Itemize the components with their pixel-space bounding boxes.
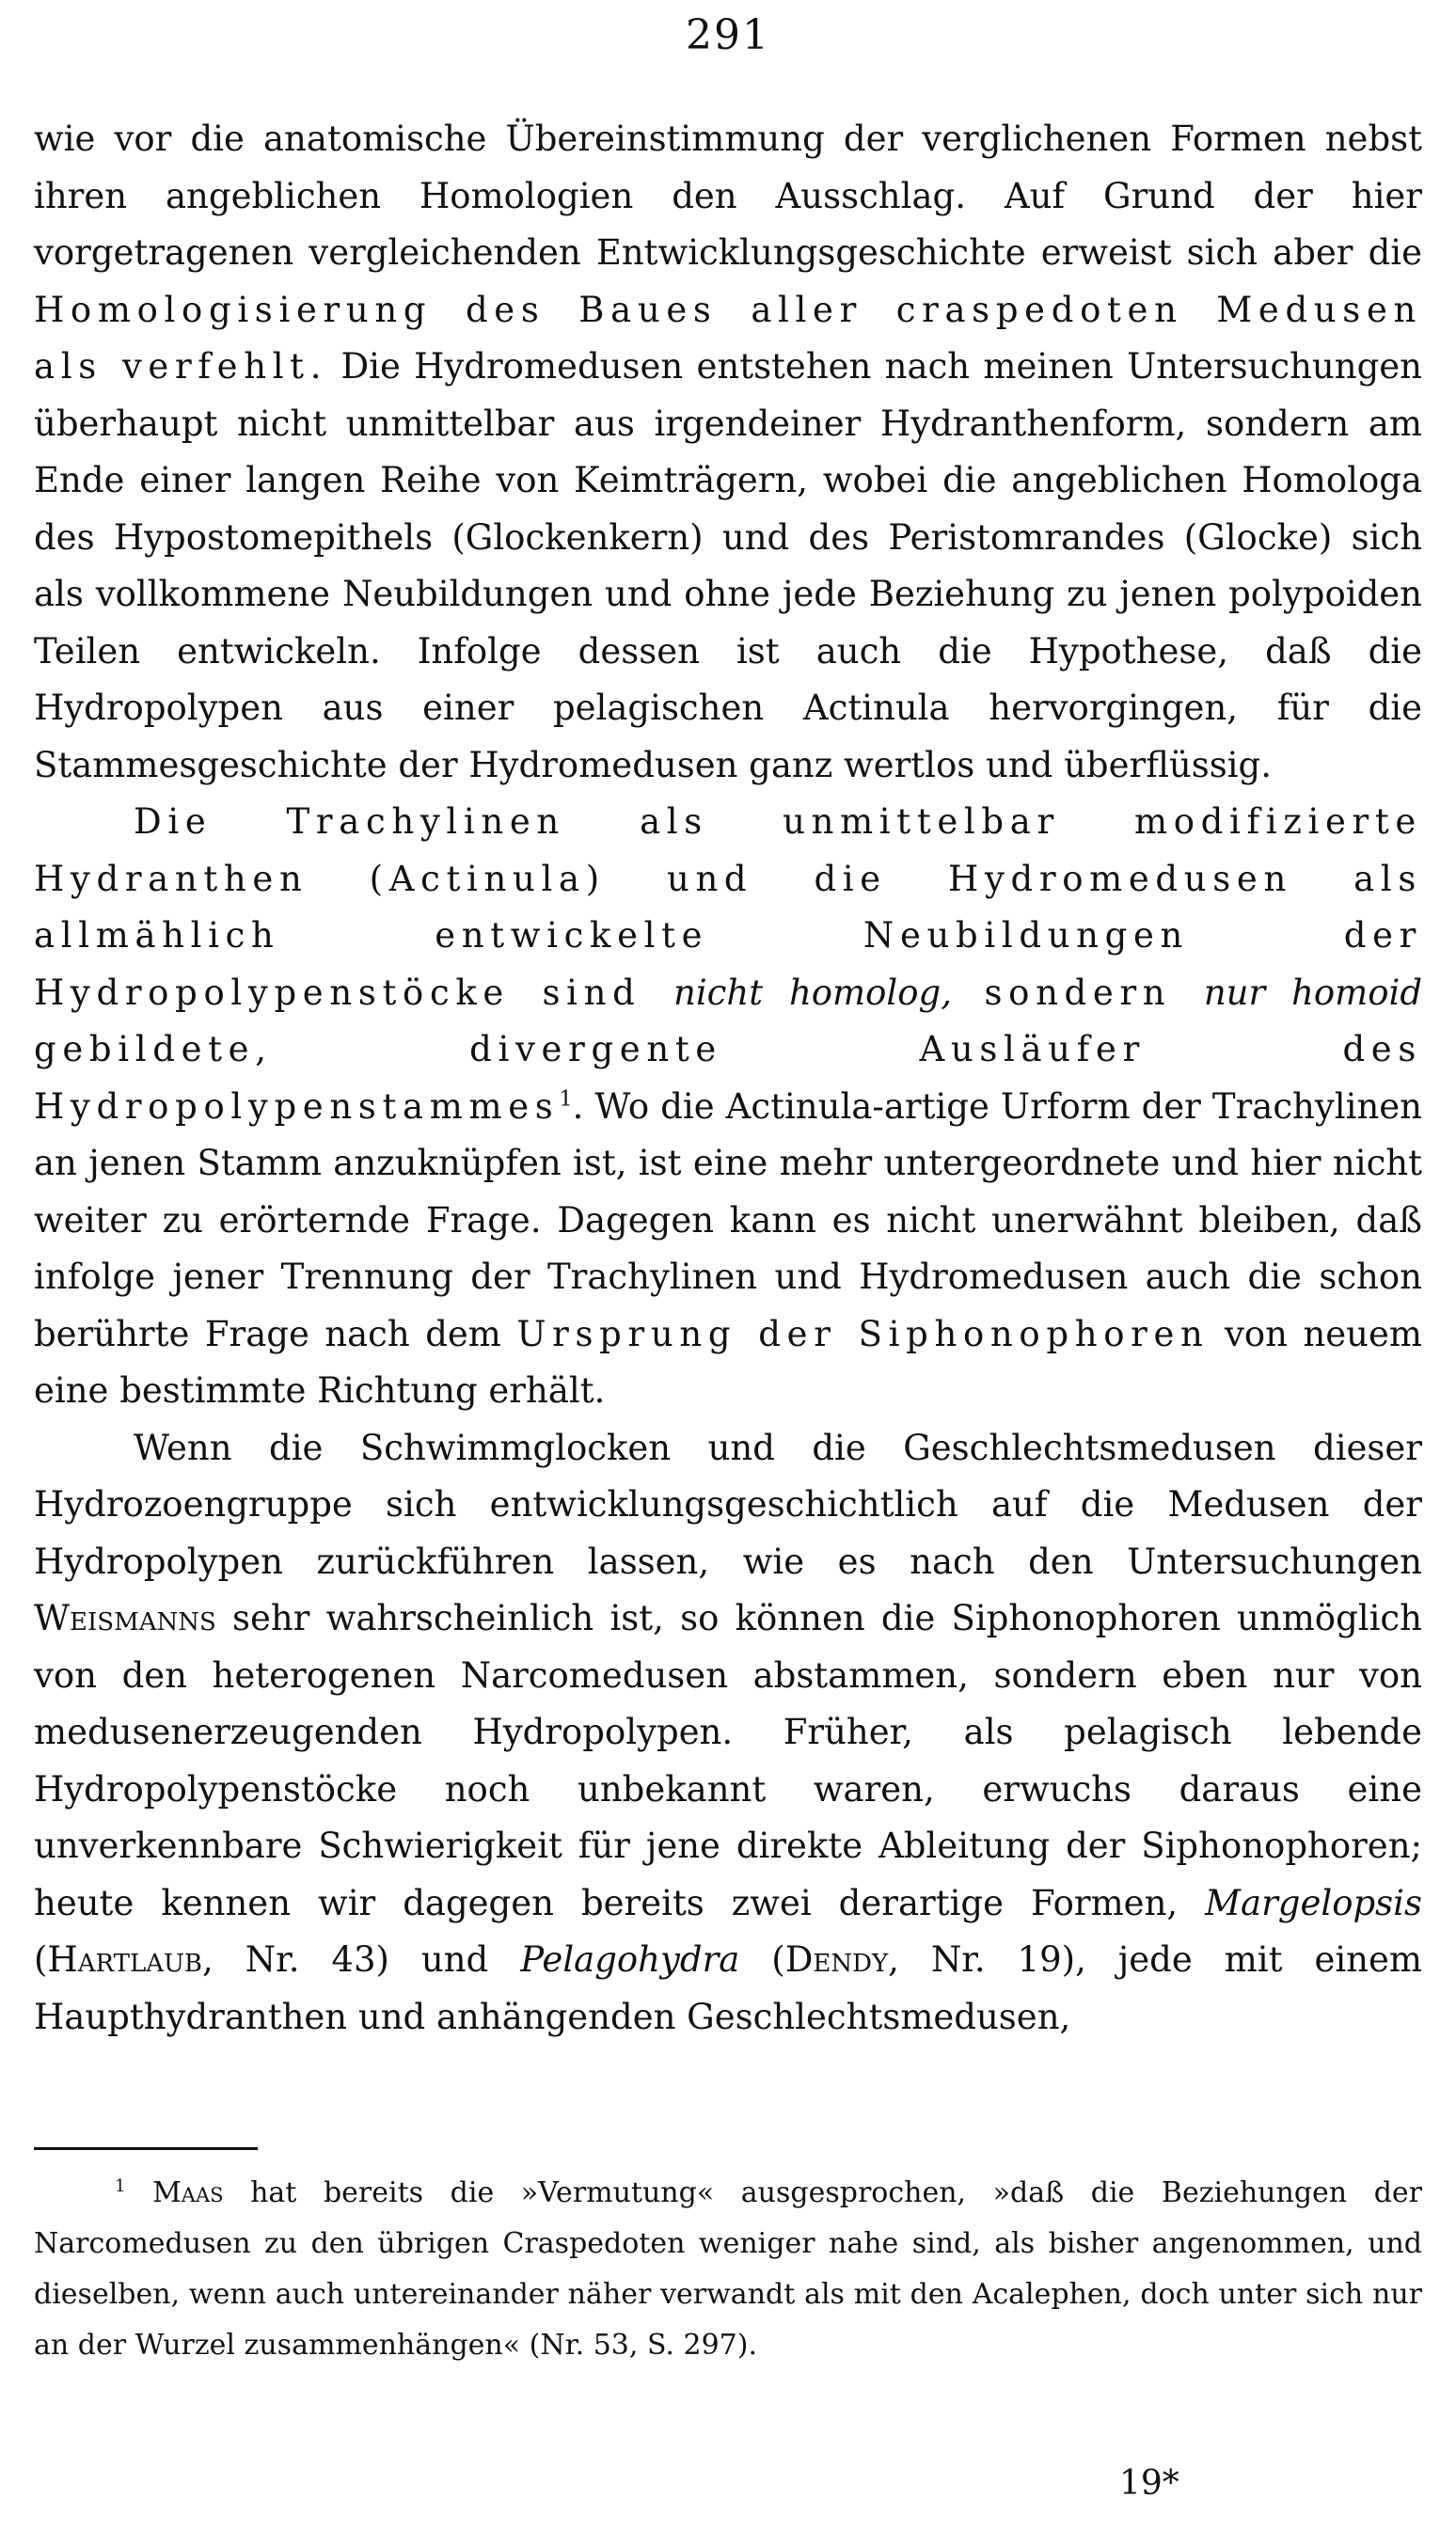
text-segment: Dendy — [784, 1939, 889, 1980]
paragraph — [34, 111, 1422, 794]
text-segment: , Nr. 19), jede mit einem Haupthydranthen und anhängenden Geschlechtsmedusen, — [34, 1939, 1422, 2037]
text-segment: sondern — [951, 972, 1204, 1013]
footnote-marker: 1 — [559, 1086, 573, 1112]
text-segment: Pelagohydra — [520, 1939, 740, 1980]
page-number: 291 — [686, 11, 770, 59]
text-segment: Weismanns — [34, 1598, 216, 1638]
text-segment: Die Hydromedusen entstehen nach meinen Untersuchungen überhaupt nicht unmittelbar aus irgendeiner Hydranthenform, sondern am Ende einer langen Reihe von Keimträgern, wobei die angeblichen Homologa des Hypostomepithels (Glockenkern) und des Peristomrandes (Glocke) sich als vollkommene Neubildungen und ohne jede Beziehung zu jenen polypoiden Teilen entwickeln. Infolge dessen ist auch die Hypothese, daß die Hydropolypen aus einer pelagischen Actinula hervorgingen, für die Stammesgeschichte der Hydromedusen ganz wertlos und überflüssig. — [34, 346, 1423, 785]
text-segment: Hartlaub — [47, 1939, 203, 1980]
text-segment — [125, 2176, 152, 2209]
text-segment: wie vor die anatomische Übereinstimmung der verglichenen Formen nebst ihren angeblichen Homologien den Ausschlag. Auf Grund der hier vorgetragenen vergleichenden Entwicklungsgeschichte erweist sich aber die — [34, 119, 1422, 273]
text-segment: hat bereits die »Vermutung« ausgesprochen, »daß die Beziehungen der Narcomedusen zu den übrigen Craspedoten weniger nahe sind, als bisher angenommen, und dieselben, wenn auch untereinander näher verwandt als mit den Acalephen, doch unter sich nur an der Wurzel zusammenhängen« (Nr. 53, S. 297). — [34, 2176, 1422, 2362]
text-segment: nicht homolog, — [673, 972, 952, 1013]
paragraph — [34, 1420, 1422, 2047]
text-segment: Wenn die Schwimmglocken und die Geschlechtsmedusen dieser Hydrozoengruppe sich entwicklungsgeschichtlich auf die Medusen der Hydropolypen zurückführen lassen, wie es nach den Untersuchungen — [34, 1427, 1422, 1582]
text-segment: Homologisierung des Baues aller craspedoten Medusen als verfehlt. — [34, 289, 1422, 387]
text-segment: ( — [34, 1939, 48, 1980]
text-segment: von neuem eine bestimmte Richtung erhält. — [34, 1313, 1422, 1411]
body-text — [34, 111, 1422, 2046]
text-segment: ( — [739, 1939, 785, 1980]
sheet-signature: 19* — [1119, 2464, 1179, 2503]
text-segment: Die Trachylinen als unmittelbar modifizierte Hydranthen (Actinula) und die Hydromedusen als allmählich entwickelte Neubildungen der Hydropolypenstöcke sind — [34, 801, 1422, 1013]
footnote-separator — [34, 2147, 258, 2150]
text-segment: sehr wahrscheinlich ist, so können die Siphonophoren unmöglich von den heterogenen Narcomedusen abstammen, sondern eben nur von medusenerzeugenden Hydropolypen. Früher, als pelagisch lebende Hydropolypenstöcke noch unbekannt waren, erwuchs daraus eine unverkennbare Schwierigkeit für jene direkte Ableitung der Siphonophoren; heute kennen wir dagegen bereits zwei derartige Formen, — [34, 1598, 1422, 1923]
footnote-marker: 1 — [115, 2176, 126, 2196]
paragraph — [34, 794, 1422, 1420]
text-segment: Maas — [152, 2176, 224, 2209]
text-segment: Ursprung der Siphonophoren — [516, 1313, 1210, 1354]
text-segment: Margelopsis — [1205, 1882, 1422, 1923]
footnote — [34, 2168, 1422, 2371]
text-segment: nur homoid — [1203, 972, 1423, 1013]
text-segment: , Nr. 43) und — [202, 1939, 521, 1980]
text-segment: gebildete, divergente Ausläufer des Hydropolypenstammes — [34, 1029, 1422, 1127]
text-segment: . Wo die Actinula-artige Urform der Trachylinen an jenen Stamm anzuknüpfen ist, ist eine mehr untergeordnete und hier nicht weiter zu erörternde Frage. Dagegen kann es nicht unerwähnt bleiben, daß infolge jener Trennung der Trachylinen und Hydromedusen auch die schon berührte Frage nach dem — [34, 1085, 1422, 1354]
